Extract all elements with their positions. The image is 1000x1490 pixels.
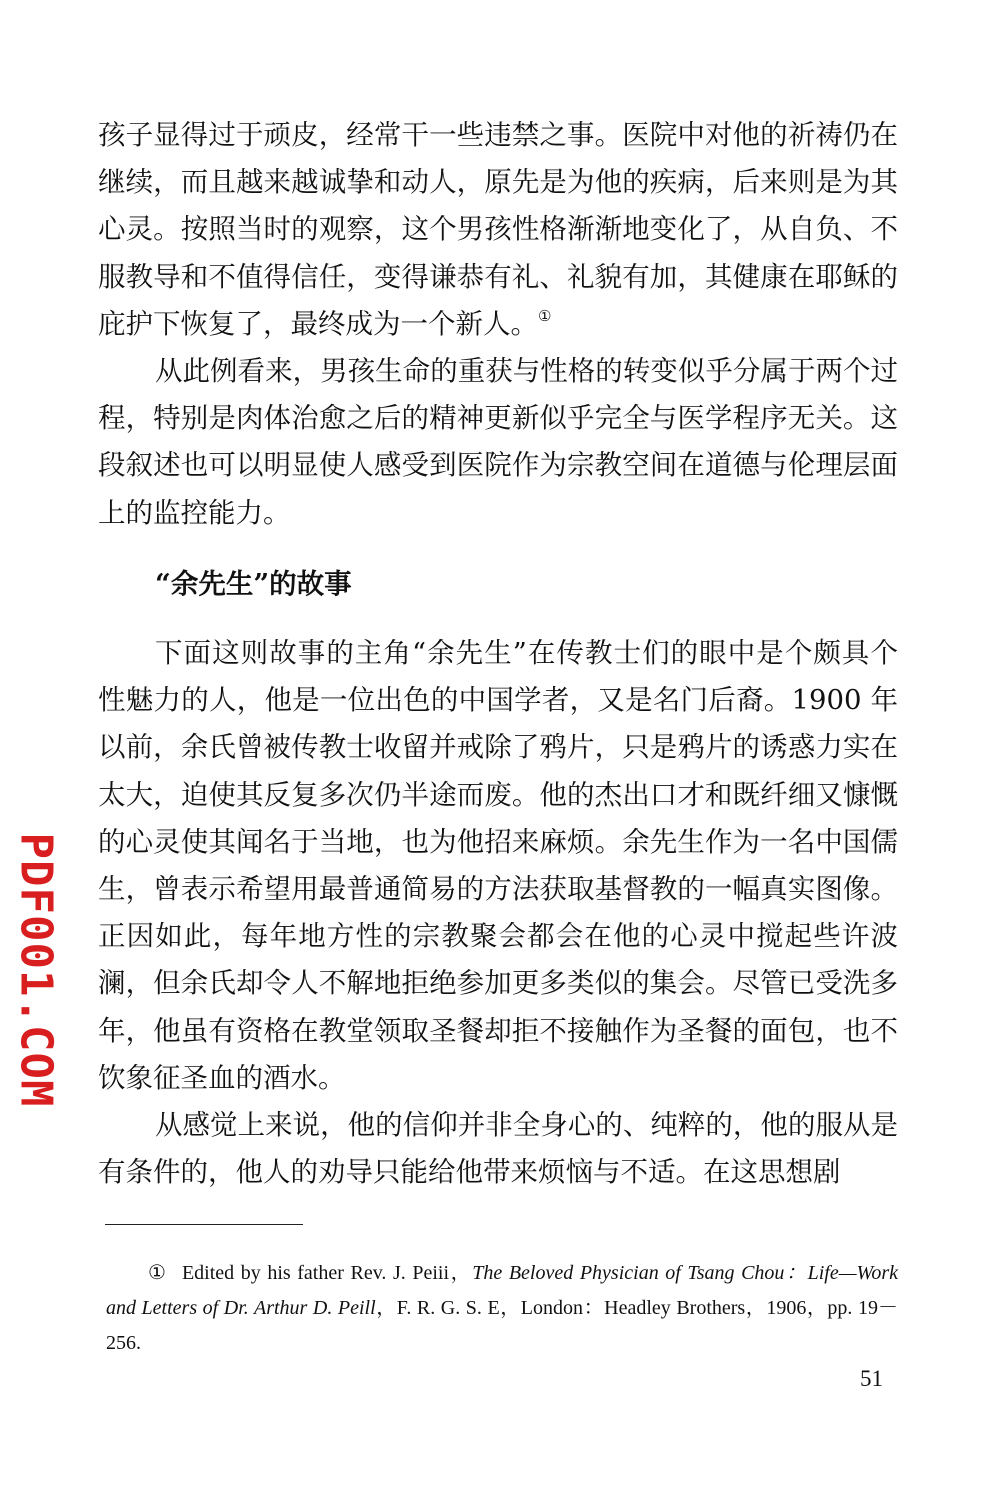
paragraph-3: 下面这则故事的主角“余先生”在传教士们的眼中是个颇具个性魅力的人，他是一位出色的中国学者，又是名门后裔。1900 年以前，余氏曾被传教士收留并戒除了鸦片，只是鸦片的诱惑力实在太大，迫使其反复多次仍半途而废。他的杰出口才和既纤细又慷慨的心灵使其闻名于当地，也为他招来麻烦。余先生作为一名中国儒生，曾表示希望用最普通简易的方法获取基督教的一幅真实图像。正因如此，每年地方性的宗教聚会都会在他的心灵中搅起些许波澜，但余氏却令人不解地拒绝参加更多类似的集会。尽管已受洗多年，他虽有资格在教堂领取圣餐却拒不接触作为圣餐的面包，也不饮象征圣血的酒水。 — [98, 637, 898, 1094]
main-text — [98, 112, 898, 1196]
page-number: 51 — [860, 1366, 883, 1391]
section-heading: “余先生”的故事 — [155, 567, 352, 600]
footnote — [106, 1256, 898, 1361]
paragraph-1-text: 孩子显得过于顽皮，经常干一些违禁之事。医院中对他的祈祷仍在继续，而且越来越诚挚和动人，原先是为他的疾病，后来则是为其心灵。按照当时的观察，这个男孩性格渐渐地变化了，从自负、不服教导和不值得信任，变得谦恭有礼、礼貌有加，其健康在耶稣的庇护下恢复了，最终成为一个新人。 — [98, 119, 898, 340]
footnote-lead: Edited by his father Rev. J. Peiii， — [181, 1262, 473, 1284]
paragraph-4: 从感觉上来说，他的信仰并非全身心的、纯粹的，他的服从是有条件的，他人的劝导只能给他带来烦恼与不适。在这思想剧 — [98, 1109, 898, 1189]
footnote-divider — [105, 1224, 303, 1225]
footnote-number: ① — [148, 1262, 166, 1284]
watermark-text: PDF001.COM — [10, 832, 62, 1108]
footnote-book-title: The Beloved Physician of Tsang Chou：Life—Work and Letters of Dr. Arthur D. Peill — [106, 1262, 898, 1319]
paragraph-2: 从此例看来，男孩生命的重获与性格的转变似乎分属于两个过程，特别是肉体治愈之后的精神更新似乎完全与医学程序无关。这段叙述也可以明显使人感受到医院作为宗教空间在道德与伦理层面上的监控能力。 — [98, 355, 898, 529]
footnote-reference[interactable]: ① — [538, 306, 552, 325]
footnote-tail: ，F. R. G. S. E，London：Headley Brothers，1906，pp. 19－256. — [106, 1297, 898, 1354]
paragraph-1 — [98, 112, 898, 348]
